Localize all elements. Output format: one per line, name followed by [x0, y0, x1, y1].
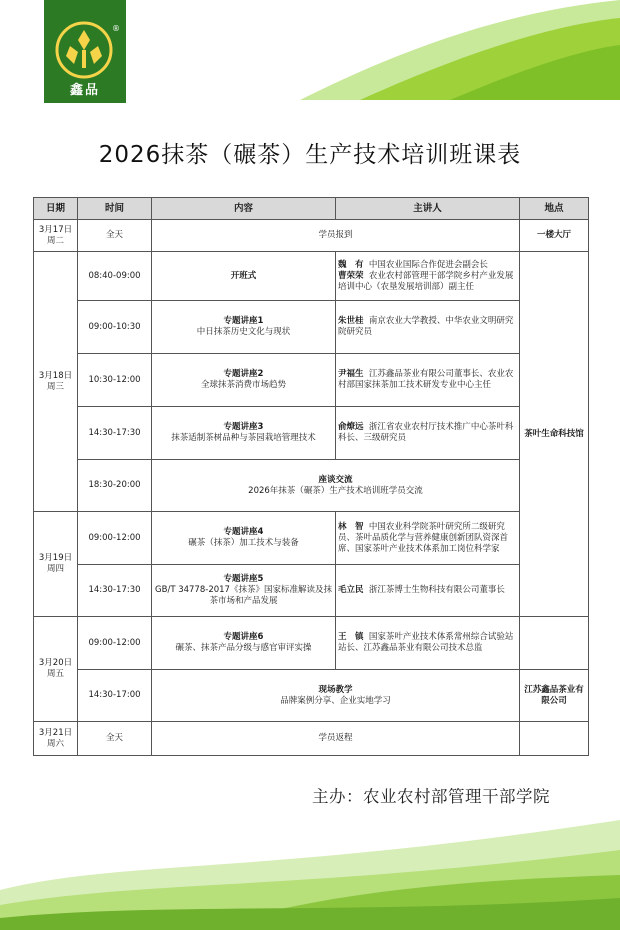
time-cell: 10:30-12:00 — [78, 354, 152, 407]
header-speaker: 主讲人 — [336, 198, 520, 220]
brand-name: 鑫品 — [69, 83, 100, 98]
location-cell: 江苏鑫品茶业有限公司 — [520, 670, 589, 722]
date-cell: 3月20日 周五 — [34, 617, 78, 722]
speaker-title: 浙江茶博士生物科技有限公司董事长 — [368, 585, 505, 595]
time-cell: 09:00-12:00 — [78, 617, 152, 670]
speaker-cell — [336, 565, 520, 617]
time-cell: 14:30-17:30 — [78, 565, 152, 617]
time-cell: 09:00-12:00 — [78, 512, 152, 565]
brand-logo — [44, 0, 126, 103]
speaker-cell — [336, 512, 520, 565]
content-cell: 学员报到 — [152, 220, 520, 252]
content-cell — [152, 670, 520, 722]
table-header-row — [34, 198, 589, 220]
lecture-topic: 抹茶适制茶树品种与茶园栽培管理技术 — [171, 433, 316, 443]
speaker-title: 农业农村部管理干部学院乡村产业发展培训中心（农垦发展培训部）副主任 — [338, 270, 514, 292]
speaker-name: 毛立民 — [338, 585, 364, 595]
lecture-topic: 全球抹茶消费市场趋势 — [200, 380, 286, 390]
table-row — [34, 460, 589, 512]
speaker-cell — [336, 354, 520, 407]
header-date: 日期 — [34, 198, 78, 220]
date-cell: 3月17日 周二 — [34, 220, 78, 252]
speaker-name: 朱世桂 — [338, 316, 364, 326]
speaker-name: 魏 有 — [338, 259, 364, 270]
bottom-decoration — [0, 780, 620, 930]
time-cell: 08:40-09:00 — [78, 252, 152, 301]
lecture-title: 专题讲座6 — [223, 632, 264, 642]
date-cell: 3月18日 周三 — [34, 252, 78, 512]
content-cell — [152, 460, 520, 512]
speaker-name: 尹福生 — [338, 369, 364, 379]
location-cell-empty — [520, 722, 589, 756]
time-cell: 09:00-10:30 — [78, 301, 152, 354]
lecture-topic: GB/T 34778-2017《抹茶》国家标准解读及抹茶市场和产品发展 — [155, 585, 332, 606]
speaker-title: 江苏鑫品茶业有限公司董事长、农业农村部国家抹茶加工技术研发专业中心主任 — [338, 369, 514, 390]
lecture-title: 专题讲座2 — [223, 369, 264, 379]
speaker-cell — [336, 407, 520, 460]
speaker-title: 中国农业科学院茶叶研究所二级研究员、茶叶品质化学与营养健康创新团队资深首席、国家茶叶产业技术体系加工岗位科学家 — [338, 521, 509, 554]
speaker-name: 曹荣荣 — [338, 270, 364, 281]
table-row — [34, 722, 589, 756]
location-cell: 茶叶生命科技馆 — [520, 252, 589, 617]
content-cell — [152, 565, 336, 617]
table-row — [34, 220, 589, 252]
date-cell: 3月21日 周六 — [34, 722, 78, 756]
registered-mark: ® — [112, 24, 120, 33]
speaker-title: 浙江省农业农村厅技术推广中心茶叶科科长、三级研究员 — [338, 422, 514, 443]
table-row — [34, 301, 589, 354]
lecture-topic: 中日抹茶历史文化与现状 — [196, 327, 291, 337]
session-title: 座谈交流 — [318, 474, 353, 485]
table-row — [34, 565, 589, 617]
lecture-title: 专题讲座4 — [223, 527, 264, 537]
brand-emblem-icon — [54, 20, 114, 80]
lecture-topic: 碾茶、抹茶产品分级与感官审评实操 — [175, 643, 312, 653]
page-title: 2026抹茶（碾茶）生产技术培训班课表 — [98, 142, 522, 168]
session-topic: 2026年抹茶（碾茶）生产技术培训班学员交流 — [248, 485, 423, 496]
time-cell: 全天 — [78, 722, 152, 756]
session-title: 现场教学 — [318, 684, 353, 695]
schedule-table — [33, 197, 589, 756]
table-row — [34, 252, 589, 301]
table-row — [34, 407, 589, 460]
date-cell: 3月19日 周四 — [34, 512, 78, 617]
lecture-topic: 碾茶（抹茶）加工技术与装备 — [188, 538, 299, 548]
lecture-title: 专题讲座5 — [223, 574, 264, 584]
content-cell: 学员返程 — [152, 722, 520, 756]
speaker-cell — [336, 617, 520, 670]
organizer-footer: 主办：农业农村部管理干部学院 — [312, 787, 550, 806]
content-cell — [152, 407, 336, 460]
table-row — [34, 354, 589, 407]
lecture-title: 专题讲座3 — [223, 422, 264, 432]
time-cell: 18:30-20:00 — [78, 460, 152, 512]
content-cell — [152, 512, 336, 565]
content-cell — [152, 301, 336, 354]
speaker-title: 中国农业国际合作促进会副会长 — [368, 259, 488, 270]
content-cell — [152, 354, 336, 407]
speaker-name: 林 智 — [338, 521, 364, 532]
speaker-title: 南京农业大学教授、中华农业文明研究院研究员 — [338, 316, 514, 337]
speaker-title: 国家茶叶产业技术体系常州综合试验站站长、江苏鑫品茶业有限公司技术总监 — [338, 632, 514, 653]
time-cell: 全天 — [78, 220, 152, 252]
speaker-name: 俞燎远 — [338, 422, 364, 432]
speaker-cell — [336, 301, 520, 354]
time-cell: 14:30-17:00 — [78, 670, 152, 722]
header-content: 内容 — [152, 198, 336, 220]
table-row — [34, 512, 589, 565]
header-location: 地点 — [520, 198, 589, 220]
content-cell — [152, 617, 336, 670]
speaker-cell — [336, 252, 520, 301]
lecture-title: 专题讲座1 — [223, 316, 264, 326]
session-topic: 品牌案例分享、企业实地学习 — [280, 695, 391, 706]
speaker-name: 王 镇 — [338, 632, 364, 642]
content-cell: 开班式 — [152, 252, 336, 301]
location-cell-empty — [520, 617, 589, 670]
table-row — [34, 670, 589, 722]
header-time: 时间 — [78, 198, 152, 220]
location-cell: 一楼大厅 — [520, 220, 589, 252]
time-cell: 14:30-17:30 — [78, 407, 152, 460]
table-row — [34, 617, 589, 670]
